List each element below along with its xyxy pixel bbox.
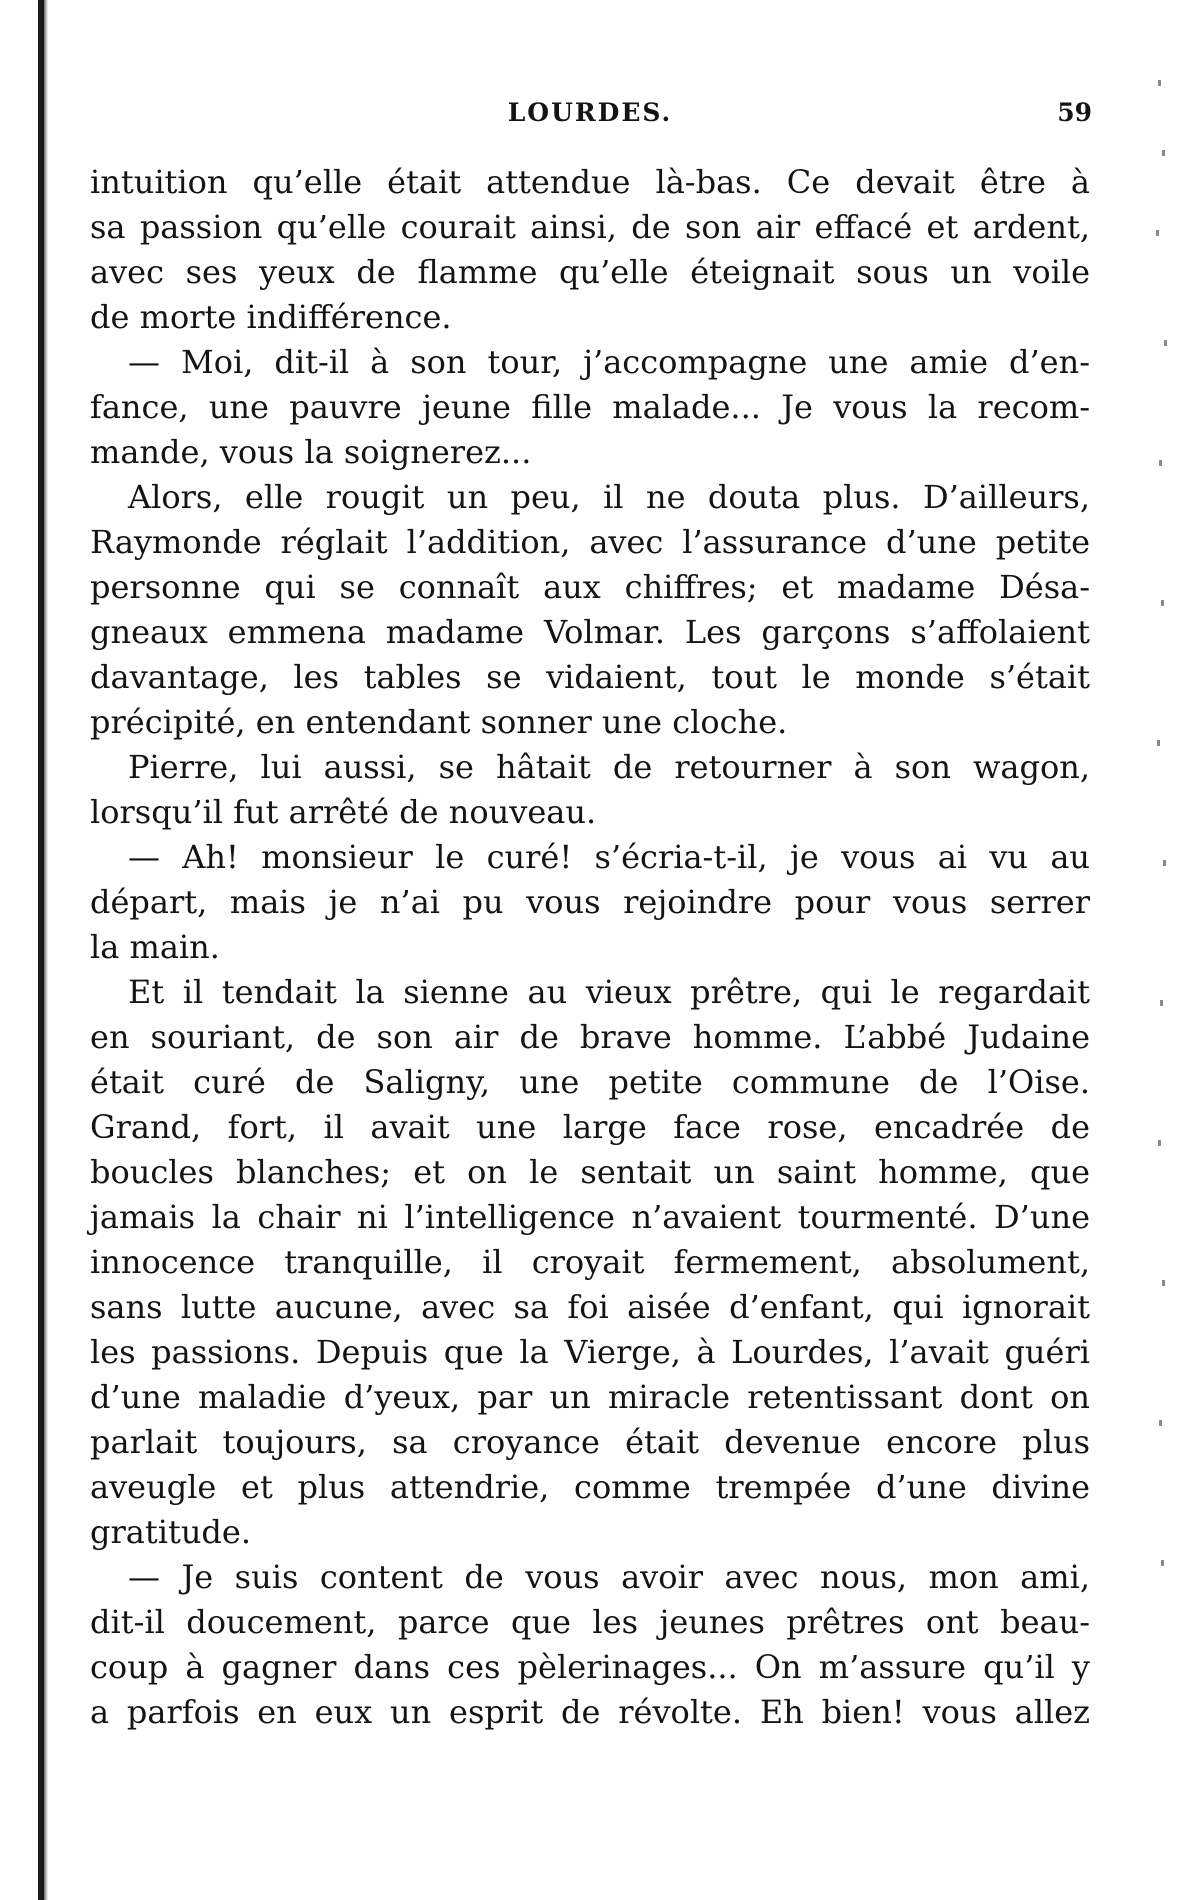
text-line: précipité, en entendant sonner une cloche. — [90, 703, 788, 741]
speck — [1158, 1140, 1161, 1146]
text-line: la main. — [90, 928, 220, 966]
text-line: innocence tranquille, il croyait fermement, absolument, — [90, 1243, 1090, 1281]
text-line: coup à gagner dans ces pèlerinages... On m’assure qu’il y — [90, 1648, 1090, 1686]
text-line: Et il tendait la sienne au vieux prêtre, qui le regardait — [128, 973, 1090, 1011]
text-line: sa passion qu’elle courait ainsi, de son air effacé et ardent, — [90, 208, 1090, 246]
text-line: de morte indifférence. — [90, 298, 452, 336]
text-line: intuition qu’elle était attendue là-bas. Ce devait être à — [90, 163, 1090, 201]
text-line: en souriant, de son air de brave homme. L’abbé Judaine — [90, 1018, 1090, 1056]
text-line: gratitude. — [90, 1513, 252, 1551]
text-line: personne qui se connaît aux chiffres; et madame Désa- — [90, 568, 1090, 606]
speck — [1159, 1420, 1162, 1426]
speck — [1159, 460, 1162, 466]
running-title: LOURDES. — [507, 98, 673, 127]
speck — [1164, 340, 1167, 346]
text-line: davantage, les tables se vidaient, tout le monde s’était — [90, 658, 1090, 696]
text-line: Pierre, lui aussi, se hâtait de retourner à son wagon, — [128, 748, 1090, 786]
text-line: fance, une pauvre jeune fille malade... Je vous la recom- — [90, 388, 1090, 426]
page-number: 59 — [1057, 98, 1092, 127]
text-line: départ, mais je n’ai pu vous rejoindre pour vous serrer — [90, 883, 1090, 921]
text-line: dit-il doucement, parce que les jeunes prêtres ont beau- — [90, 1603, 1090, 1641]
text-line: était curé de Saligny, une petite commune de l’Oise. — [90, 1063, 1090, 1101]
speck — [1160, 1000, 1163, 1006]
speck — [1161, 600, 1164, 606]
text-line: mande, vous la soignerez... — [90, 433, 532, 471]
text-line: les passions. Depuis que la Vierge, à Lourdes, l’avait guéri — [90, 1333, 1090, 1371]
text-line: Raymonde réglait l’addition, avec l’assurance d’une petite — [90, 523, 1090, 561]
text-line: d’une maladie d’yeux, par un miracle retentissant dont on — [90, 1378, 1090, 1416]
body-text — [90, 160, 1090, 1735]
speck — [1162, 150, 1165, 156]
speck — [1163, 860, 1166, 866]
text-line: parlait toujours, sa croyance était devenue encore plus — [90, 1423, 1090, 1461]
text-line: — Ah! monsieur le curé! s’écria-t-il, je vous ai vu au — [128, 838, 1090, 876]
text-line: — Moi, dit-il à son tour, j’accompagne une amie d’en- — [128, 343, 1090, 381]
page-binding-shadow — [44, 0, 48, 1900]
speck — [1162, 1280, 1165, 1286]
text-line: — Je suis content de vous avoir avec nous, mon ami, — [128, 1558, 1090, 1596]
speck — [1158, 80, 1161, 86]
text-line: avec ses yeux de flamme qu’elle éteignait sous un voile — [90, 253, 1090, 291]
text-line: sans lutte aucune, avec sa foi aisée d’enfant, qui ignorait — [90, 1288, 1090, 1326]
speck — [1157, 740, 1160, 746]
book-page — [60, 0, 1140, 1900]
text-line: gneaux emmena madame Volmar. Les garçons s’affolaient — [90, 613, 1090, 651]
text-line: Alors, elle rougit un peu, il ne douta plus. D’ailleurs, — [128, 478, 1090, 516]
running-header — [90, 98, 1090, 138]
text-line: boucles blanches; et on le sentait un saint homme, que — [90, 1153, 1090, 1191]
speck — [1161, 1560, 1164, 1566]
text-line: Grand, fort, il avait une large face rose, encadrée de — [90, 1108, 1090, 1146]
speck — [1156, 230, 1159, 236]
text-line: jamais la chair ni l’intelligence n’avaient tourmenté. D’une — [90, 1198, 1090, 1236]
text-line: a parfois en eux un esprit de révolte. Eh bien! vous allez — [90, 1693, 1090, 1731]
margin-specks — [1150, 40, 1180, 1840]
text-line: lorsqu’il fut arrêté de nouveau. — [90, 793, 597, 831]
text-line: aveugle et plus attendrie, comme trempée d’une divine — [90, 1468, 1090, 1506]
